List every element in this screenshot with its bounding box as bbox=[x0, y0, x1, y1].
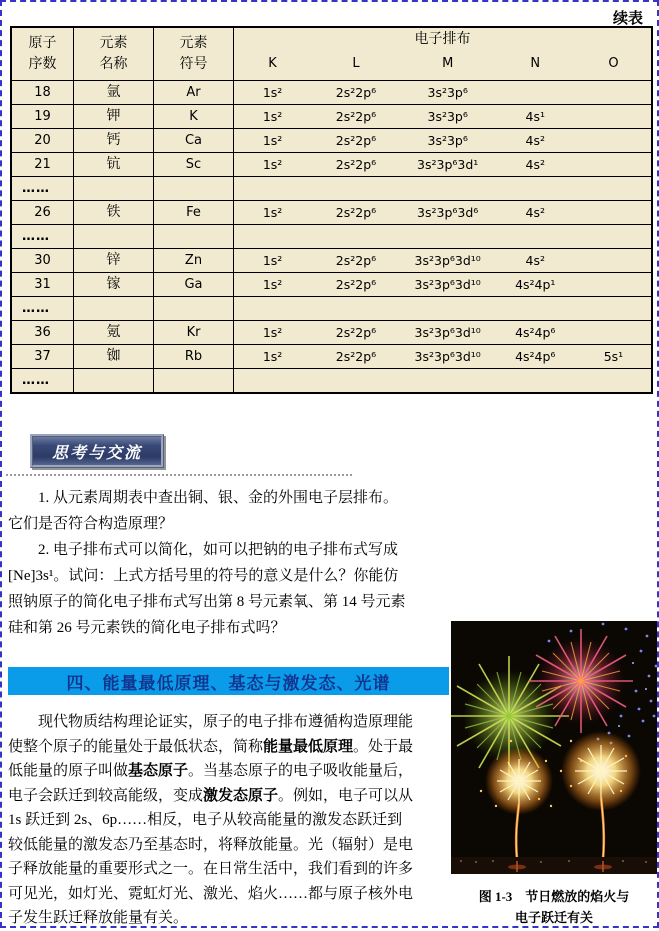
cell-electron-config: 1s² 2s²2p⁶ 3s²3p⁶3d¹⁰ 4s²4p⁶ bbox=[262, 325, 556, 340]
table-row bbox=[12, 200, 651, 224]
table-row bbox=[12, 152, 651, 176]
cell-electron-config: 1s² 2s²2p⁶ 3s²3p⁶ 4s¹ bbox=[262, 109, 545, 124]
table-row bbox=[12, 104, 651, 128]
text-line: 较低能量的激发态乃至基态时，将释放能量。光（辐射）是电 bbox=[8, 836, 414, 853]
cell-element-name: 钪 bbox=[74, 153, 154, 176]
figure-caption-line1: 图 1-3 节日燃放的焰火与 bbox=[478, 889, 630, 904]
cell-element-symbol: Ca bbox=[154, 129, 234, 152]
table-row bbox=[12, 128, 651, 152]
cell-element-name: 钾 bbox=[74, 105, 154, 128]
cell-electron-config: 1s² 2s²2p⁶ 3s²3p⁶ 4s² bbox=[262, 133, 545, 148]
cell-element-name: 锌 bbox=[74, 249, 154, 272]
cell-element-symbol: Fe bbox=[154, 201, 234, 224]
figure-caption-line2: 电子跃迁有关 bbox=[514, 910, 593, 925]
cell-element-name: 氩 bbox=[74, 81, 154, 104]
main-paragraph bbox=[8, 710, 451, 931]
text-line: 现代物质结构理论证实，原子的电子排布遵循构造原理能 bbox=[38, 714, 414, 730]
cell-element-symbol bbox=[154, 177, 234, 200]
table-row bbox=[12, 176, 651, 200]
text-line: 可见光，如灯光、霓虹灯光、激光、焰火……都与原子核外电 bbox=[8, 885, 414, 902]
shell-N: N bbox=[530, 56, 541, 71]
cell-element-name bbox=[74, 297, 154, 320]
config-table-body bbox=[12, 81, 651, 392]
text-line: 硅和第 26 号元素铁的简化电子排布式吗？ bbox=[8, 620, 286, 636]
cell-atomic-number: 18 bbox=[12, 81, 74, 104]
shell-K: K bbox=[268, 56, 277, 71]
cell-electron-config bbox=[234, 177, 651, 200]
cell-element-symbol bbox=[154, 225, 234, 248]
fireworks-photo bbox=[451, 621, 657, 874]
cell-atomic-number: …… bbox=[12, 225, 74, 248]
cell-element-name: 钙 bbox=[74, 129, 154, 152]
shell-L: L bbox=[352, 56, 360, 71]
cell-atomic-number: 26 bbox=[12, 201, 74, 224]
header-element-symbol: 元素 符号 bbox=[154, 28, 234, 80]
figure-caption bbox=[451, 886, 657, 928]
cell-atomic-number: 21 bbox=[12, 153, 74, 176]
cell-atomic-number: …… bbox=[12, 369, 74, 392]
config-title: 电子排布 bbox=[414, 32, 471, 47]
cell-electron-config: 1s² 2s²2p⁶ 3s²3p⁶3d¹⁰ 4s²4p⁶ 5s¹ bbox=[262, 349, 624, 364]
cell-element-name: 镓 bbox=[74, 273, 154, 296]
cell-element-symbol bbox=[154, 297, 234, 320]
section-title-bar: 四、能量最低原理、基态与激发态、光谱 bbox=[8, 667, 449, 695]
cell-atomic-number: 20 bbox=[12, 129, 74, 152]
think-exchange-badge: 思考与交流 bbox=[30, 434, 164, 468]
shell-M: M bbox=[442, 56, 454, 71]
cell-element-symbol: K bbox=[154, 105, 234, 128]
cell-atomic-number: …… bbox=[12, 297, 74, 320]
table-row bbox=[12, 344, 651, 368]
cell-electron-config: 1s² 2s²2p⁶ 3s²3p⁶ bbox=[262, 85, 468, 100]
table-row bbox=[12, 368, 651, 392]
cell-atomic-number: 37 bbox=[12, 345, 74, 368]
text-line: [Ne]3s¹。试问：上式方括号里的符号的意义是什么？你能仿 bbox=[8, 568, 399, 584]
cell-element-name bbox=[74, 369, 154, 392]
dotted-divider bbox=[6, 474, 352, 476]
text-line: 低能量的原子叫做基态原子。当基态原子的电子吸收能量后， bbox=[8, 763, 414, 779]
left-column bbox=[2, 667, 454, 931]
header-element-name: 元素 名称 bbox=[74, 28, 154, 80]
cell-atomic-number: 19 bbox=[12, 105, 74, 128]
table-row bbox=[12, 81, 651, 104]
text-line: 1s 跃迁到 2s、6p……相反，电子从较高能量的激发态跃迁到 bbox=[8, 812, 403, 828]
cell-element-symbol: Sc bbox=[154, 153, 234, 176]
cell-element-symbol: Ar bbox=[154, 81, 234, 104]
text-line: 电子会跃迁到较高能级，变成激发态原子。例如，电子可以从 bbox=[8, 787, 414, 804]
cell-electron-config bbox=[234, 369, 651, 392]
table-row bbox=[12, 224, 651, 248]
electron-config-table bbox=[10, 26, 653, 394]
shell-headers bbox=[234, 52, 651, 76]
cell-electron-config bbox=[234, 297, 651, 320]
cell-electron-config: 1s² 2s²2p⁶ 3s²3p⁶3d⁶ 4s² bbox=[262, 205, 545, 220]
cell-element-symbol: Ga bbox=[154, 273, 234, 296]
cell-atomic-number: 31 bbox=[12, 273, 74, 296]
table-header bbox=[12, 28, 651, 81]
header-electron-config bbox=[234, 28, 651, 80]
text-line: 子发生跃迁释放能量有关。 bbox=[8, 910, 189, 926]
cell-element-name: 铁 bbox=[74, 201, 154, 224]
table-row bbox=[12, 320, 651, 344]
cell-element-name bbox=[74, 177, 154, 200]
cell-electron-config: 1s² 2s²2p⁶ 3s²3p⁶3d¹ 4s² bbox=[262, 157, 545, 172]
cell-electron-config bbox=[234, 225, 651, 248]
text-line: 照钠原子的简化电子排布式写出第 8 号元素氧、第 14 号元素 bbox=[8, 594, 406, 610]
continued-table-label: 续表 bbox=[612, 11, 643, 27]
cell-electron-config: 1s² 2s²2p⁶ 3s²3p⁶3d¹⁰ 4s² bbox=[262, 253, 545, 268]
table-row bbox=[12, 272, 651, 296]
cell-atomic-number: 36 bbox=[12, 321, 74, 344]
cell-element-name bbox=[74, 225, 154, 248]
text-line: 2. 电子排布式可以简化，如可以把钠的电子排布式写成 bbox=[38, 542, 399, 558]
cell-element-symbol: Kr bbox=[154, 321, 234, 344]
header-atomic-number: 原子 序数 bbox=[12, 28, 74, 80]
questions bbox=[8, 485, 458, 641]
cell-element-name: 氪 bbox=[74, 321, 154, 344]
text-line: 子释放能量的重要形式之一。在日常生活中，我们看到的许多 bbox=[8, 861, 414, 877]
cell-element-symbol bbox=[154, 369, 234, 392]
cell-electron-config: 1s² 2s²2p⁶ 3s²3p⁶3d¹⁰ 4s²4p¹ bbox=[262, 277, 556, 292]
table-row bbox=[12, 296, 651, 320]
figure-1-3 bbox=[451, 621, 657, 928]
text-line: 它们是否符合构造原理？ bbox=[8, 516, 174, 532]
cell-atomic-number: …… bbox=[12, 177, 74, 200]
text-line: 使整个原子的能量处于最低状态，简称能量最低原理。处于最 bbox=[8, 738, 414, 755]
cell-element-symbol: Zn bbox=[154, 249, 234, 272]
cell-element-name: 铷 bbox=[74, 345, 154, 368]
table-row bbox=[12, 248, 651, 272]
cell-atomic-number: 30 bbox=[12, 249, 74, 272]
cell-element-symbol: Rb bbox=[154, 345, 234, 368]
text-line: 1. 从元素周期表中查出铜、银、金的外围电子层排布。 bbox=[38, 490, 399, 506]
shell-O: O bbox=[608, 56, 619, 71]
